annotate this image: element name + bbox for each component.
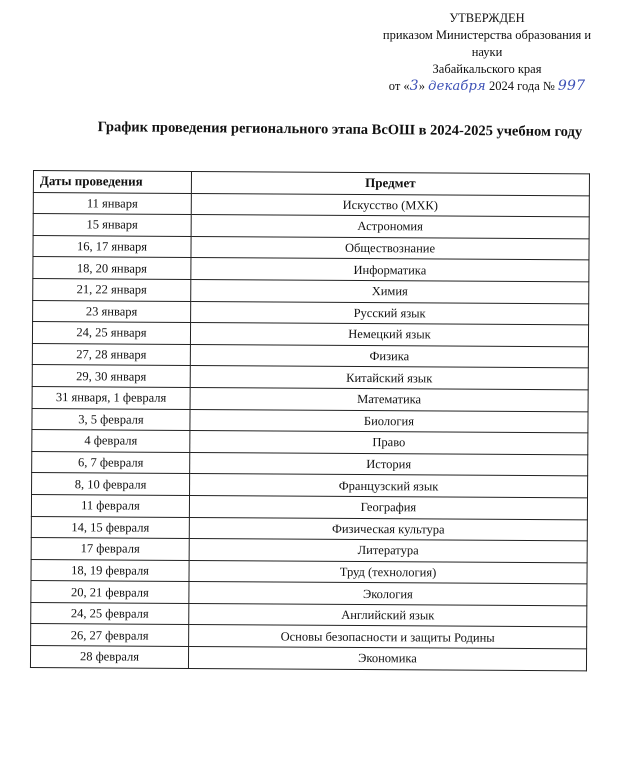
table-row — [32, 408, 588, 433]
order-year-text: 2024 года № — [489, 79, 555, 93]
table-row — [31, 602, 587, 627]
table-row — [32, 473, 588, 498]
cell-subject: Астрономия — [191, 215, 589, 239]
cell-date: 14, 15 февраля — [31, 516, 189, 539]
approval-line-ministry: приказом Министерства образования и — [382, 28, 592, 42]
table-row — [33, 192, 589, 217]
table-header-row — [33, 171, 589, 196]
order-prefix: от « — [388, 79, 410, 93]
cell-date: 16, 17 января — [33, 235, 191, 258]
table-row — [32, 365, 588, 390]
cell-subject: Русский язык — [191, 301, 589, 325]
schedule-table-wrapper — [30, 170, 589, 671]
cell-date: 24, 25 февраля — [31, 602, 189, 625]
cell-subject: Информатика — [191, 258, 589, 282]
cell-date: 15 января — [33, 214, 191, 237]
approval-block — [352, 10, 622, 95]
cell-subject: Китайский язык — [190, 366, 588, 390]
table-row — [31, 494, 587, 519]
table-row — [32, 451, 588, 476]
cell-date: 4 февраля — [32, 430, 190, 453]
cell-subject: Труд (технология) — [189, 560, 587, 584]
document-title: График проведения регионального этапа ВсОШ в 2024-2025 учебном году — [97, 119, 583, 141]
cell-subject: Литература — [189, 539, 587, 563]
cell-date: 31 января, 1 февраля — [32, 386, 190, 409]
cell-subject: Искусство (МХК) — [191, 193, 589, 217]
cell-date: 20, 21 февраля — [31, 581, 189, 604]
table-row — [33, 300, 589, 325]
order-number-handwritten: 997 — [557, 78, 586, 94]
cell-subject: География — [189, 495, 587, 519]
cell-date: 3, 5 февраля — [32, 408, 190, 431]
cell-date: 11 февраля — [31, 494, 189, 517]
table-row — [32, 343, 588, 368]
cell-subject: Право — [190, 431, 588, 455]
cell-subject: Физическая культура — [189, 517, 587, 541]
cell-subject: Физика — [190, 344, 588, 368]
cell-subject: История — [190, 452, 588, 476]
order-mid: » — [418, 79, 426, 93]
cell-date: 28 февраля — [30, 646, 188, 669]
approval-line-region: Забайкальского края — [432, 62, 542, 76]
cell-date: 23 января — [33, 300, 191, 323]
table-row — [32, 430, 588, 455]
approval-heading: УТВЕРЖДЕН — [449, 11, 525, 25]
table-row — [30, 646, 586, 671]
header-subject: Предмет — [191, 171, 589, 195]
table-row — [31, 559, 587, 584]
table-row — [31, 538, 587, 563]
cell-date: 24, 25 января — [32, 322, 190, 345]
order-line — [352, 78, 622, 95]
cell-date: 26, 27 февраля — [31, 624, 189, 647]
approval-line-science: науки — [471, 45, 503, 59]
cell-subject: Химия — [191, 279, 589, 303]
cell-date: 8, 10 февраля — [32, 473, 190, 496]
cell-date: 21, 22 января — [33, 278, 191, 301]
schedule-table — [30, 170, 590, 671]
cell-date: 17 февраля — [31, 538, 189, 561]
cell-subject: Французский язык — [190, 474, 588, 498]
cell-subject: Обществознание — [191, 236, 589, 260]
cell-date: 6, 7 февраля — [32, 451, 190, 474]
table-row — [33, 214, 589, 239]
table-row — [31, 516, 587, 541]
table-row — [32, 322, 588, 347]
cell-subject: Биология — [190, 409, 588, 433]
cell-subject: Экология — [189, 582, 587, 606]
order-month-handwritten: декабря — [428, 79, 486, 94]
header-dates: Даты проведения — [33, 171, 191, 194]
table-row — [31, 581, 587, 606]
table-row — [33, 257, 589, 282]
cell-subject: Английский язык — [189, 603, 587, 627]
order-day-handwritten: 3 — [409, 78, 419, 94]
cell-date: 18, 20 января — [33, 257, 191, 280]
table-row — [32, 386, 588, 411]
cell-subject: Экономика — [188, 647, 586, 671]
cell-date: 29, 30 января — [32, 365, 190, 388]
cell-subject: Математика — [190, 387, 588, 411]
table-row — [33, 278, 589, 303]
cell-date: 11 января — [33, 192, 191, 215]
table-row — [31, 624, 587, 649]
cell-date: 18, 19 февраля — [31, 559, 189, 582]
cell-date: 27, 28 января — [32, 343, 190, 366]
cell-subject: Основы безопасности и защиты Родины — [189, 625, 587, 649]
cell-subject: Немецкий язык — [190, 323, 588, 347]
table-row — [33, 235, 589, 260]
